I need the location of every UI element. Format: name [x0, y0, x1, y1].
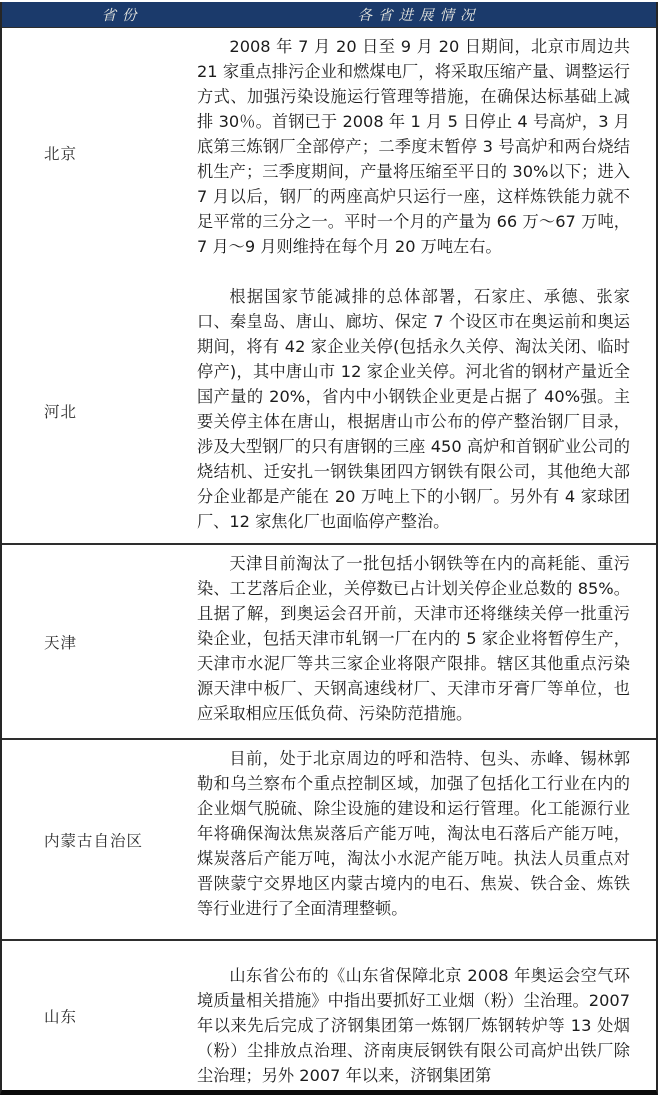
table-row-tianjin: [2, 545, 656, 740]
table-row-neimenggu: [2, 740, 656, 941]
province-cell: 北京: [44, 145, 78, 163]
table-row-hebei: [2, 278, 656, 545]
table-row-beijing: [2, 28, 656, 278]
header-cell-province: 省份: [101, 8, 143, 24]
progress-text: 天津目前淘汰了一批包括小钢铁等在内的高耗能、重污染、工艺落后企业，关停数已占计划关停企业总数的 85%。且据了解，到奥运会召开前，天津市还将继续关停一批重污染企业，包括天津市轧钢一厂在内的 5 家企业将暂停生产，天津市水泥厂等共三家企业将限产限排。辖区其他重点污染源天津中板厂、天钢高速线材厂、天津市牙膏厂等单位，也应采取相应压低负荷、污染防范措施。: [197, 554, 630, 723]
progress-text: 目前，处于北京周边的呼和浩特、包头、赤峰、锡林郭勒和乌兰察布个重点控制区域，加强了包括化工行业在内的企业烟气脱硫、除尘设施的建设和运行管理。化工能源行业年将确保淘汰焦炭落后产能万吨，淘汰电石落后产能万吨，煤炭落后产能万吨，淘汰小水泥产能万吨。执法人员重点对晋陕蒙宁交界地区内蒙古境内的电石、焦炭、铁合金、炼铁等行业进行了全面清理整顿。: [197, 749, 630, 918]
progress-text: 山东省公布的《山东省保障北京 2008 年奥运会空气环境质量相关措施》中指出要抓好工业烟（粉）尘治理。2007 年以来先后完成了济钢集团第一炼钢厂炼钢转炉等 13 处烟（粉）尘排放点治理、济南庚辰钢铁有限公司高炉出铁厂除尘治理；另外 2007 年以来，济钢集团第: [197, 966, 630, 1085]
province-cell: 山东: [44, 1007, 78, 1026]
progress-text: 2008 年 7 月 20 日至 9 月 20 日期间，北京市周边共 21 家重点排污企业和燃煤电厂，将采取压缩产量、调整运行方式、加强污染设施运行管理等措施，在确保达标基础上减排 30％。首钢已于 2008 年 1 月 5 日停止 4 号高炉，3 月底第三炼钢厂全部停产；二季度末暂停 3 号高炉和两台烧结机生产；三季度期间，产量将压缩至平日的 30%以下；进入 7 月以后，钢厂的两座高炉只运行一座，这样炼铁能力就不足平常的三分之一。平时一个月的产量为 66 万～67 万吨，7 月～9 月则维持在每个月 20 万吨左右。: [197, 37, 630, 256]
progress-cell: [197, 28, 656, 278]
progress-cell: [197, 278, 656, 543]
table-row-shandong: [2, 941, 656, 1090]
province-progress-table: [0, 2, 658, 1095]
province-cell: 内蒙古自治区: [44, 831, 144, 850]
progress-cell: [197, 740, 656, 939]
province-cell: 天津: [44, 633, 78, 652]
table-header-row: [2, 2, 656, 28]
progress-text: 根据国家节能减排的总体部署，石家庄、承德、张家口、秦皇岛、唐山、廊坊、保定 7 个设区市在奥运前和奥运期间，将有 42 家企业关停(包括永久关停、淘汰关闭、临时停产)，其中唐山市 12 家企业关停。河北省的钢材产量近全国产量的 20%，省内中小钢铁企业更是占据了 40%强。主要关停主体在唐山，根据唐山市公布的停产整治钢厂目录，涉及大型钢厂的只有唐钢的三座 450 高炉和首钢矿业公司的烧结机、迁安扎一钢铁集团四方钢铁有限公司，其他绝大部分企业都是产能在 20 万吨上下的小钢厂。另外有 4 家球团厂、12 家焦化厂也面临停产整治。: [197, 287, 630, 531]
header-cell-progress: 各省进展情况: [357, 8, 481, 24]
province-cell: 河北: [44, 402, 78, 421]
progress-cell: [197, 941, 656, 1090]
progress-cell: [197, 545, 656, 738]
